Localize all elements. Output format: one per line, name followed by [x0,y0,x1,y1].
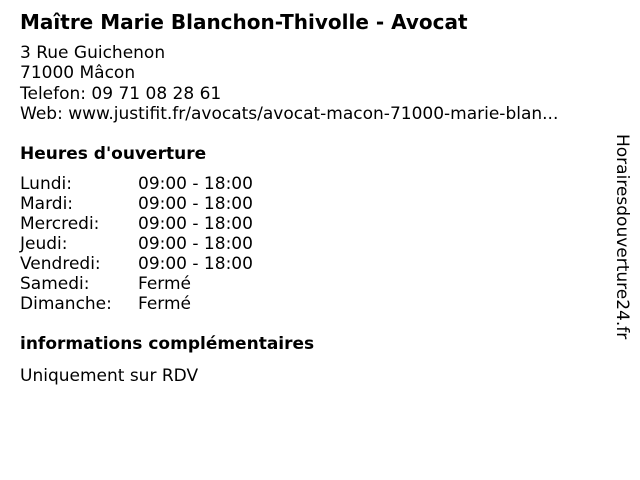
contact-block [20,43,558,124]
hours-value: 09:00 - 18:00 [138,234,253,254]
hours-value: 09:00 - 18:00 [138,214,253,234]
watermark [610,134,634,350]
hours-value: Fermé [138,294,192,314]
day-label: Mardi: [20,194,74,214]
phone-number: Telefon: 09 71 08 28 61 [20,83,222,104]
hours-value: 09:00 - 18:00 [138,254,253,274]
day-label: Samedi: [20,274,90,294]
page-title: Maître Marie Blanchon-Thivolle - Avocat [20,10,468,34]
website-link[interactable]: Web: www.justifit.fr/avocats/avocat-macon-71000-marie-blan... [20,103,559,124]
hours-value: 09:00 - 18:00 [138,194,253,214]
city-address: 71000 Mâcon [20,63,136,84]
day-label: Jeudi: [20,234,68,254]
opening-hours-heading: Heures d'ouverture [20,144,207,164]
watermark-text: Horairesdouverture24.fr [612,134,632,340]
day-label: Mercredi: [20,214,100,234]
additional-info-heading: informations complémentaires [20,334,315,354]
hours-value: 09:00 - 18:00 [138,174,253,194]
additional-info-text: Uniquement sur RDV [20,366,199,386]
hours-value: Fermé [138,274,192,294]
day-label: Lundi: [20,174,72,194]
street-address: 3 Rue Guichenon [20,43,166,63]
day-label: Dimanche: [20,294,112,314]
day-label: Vendredi: [20,254,101,274]
